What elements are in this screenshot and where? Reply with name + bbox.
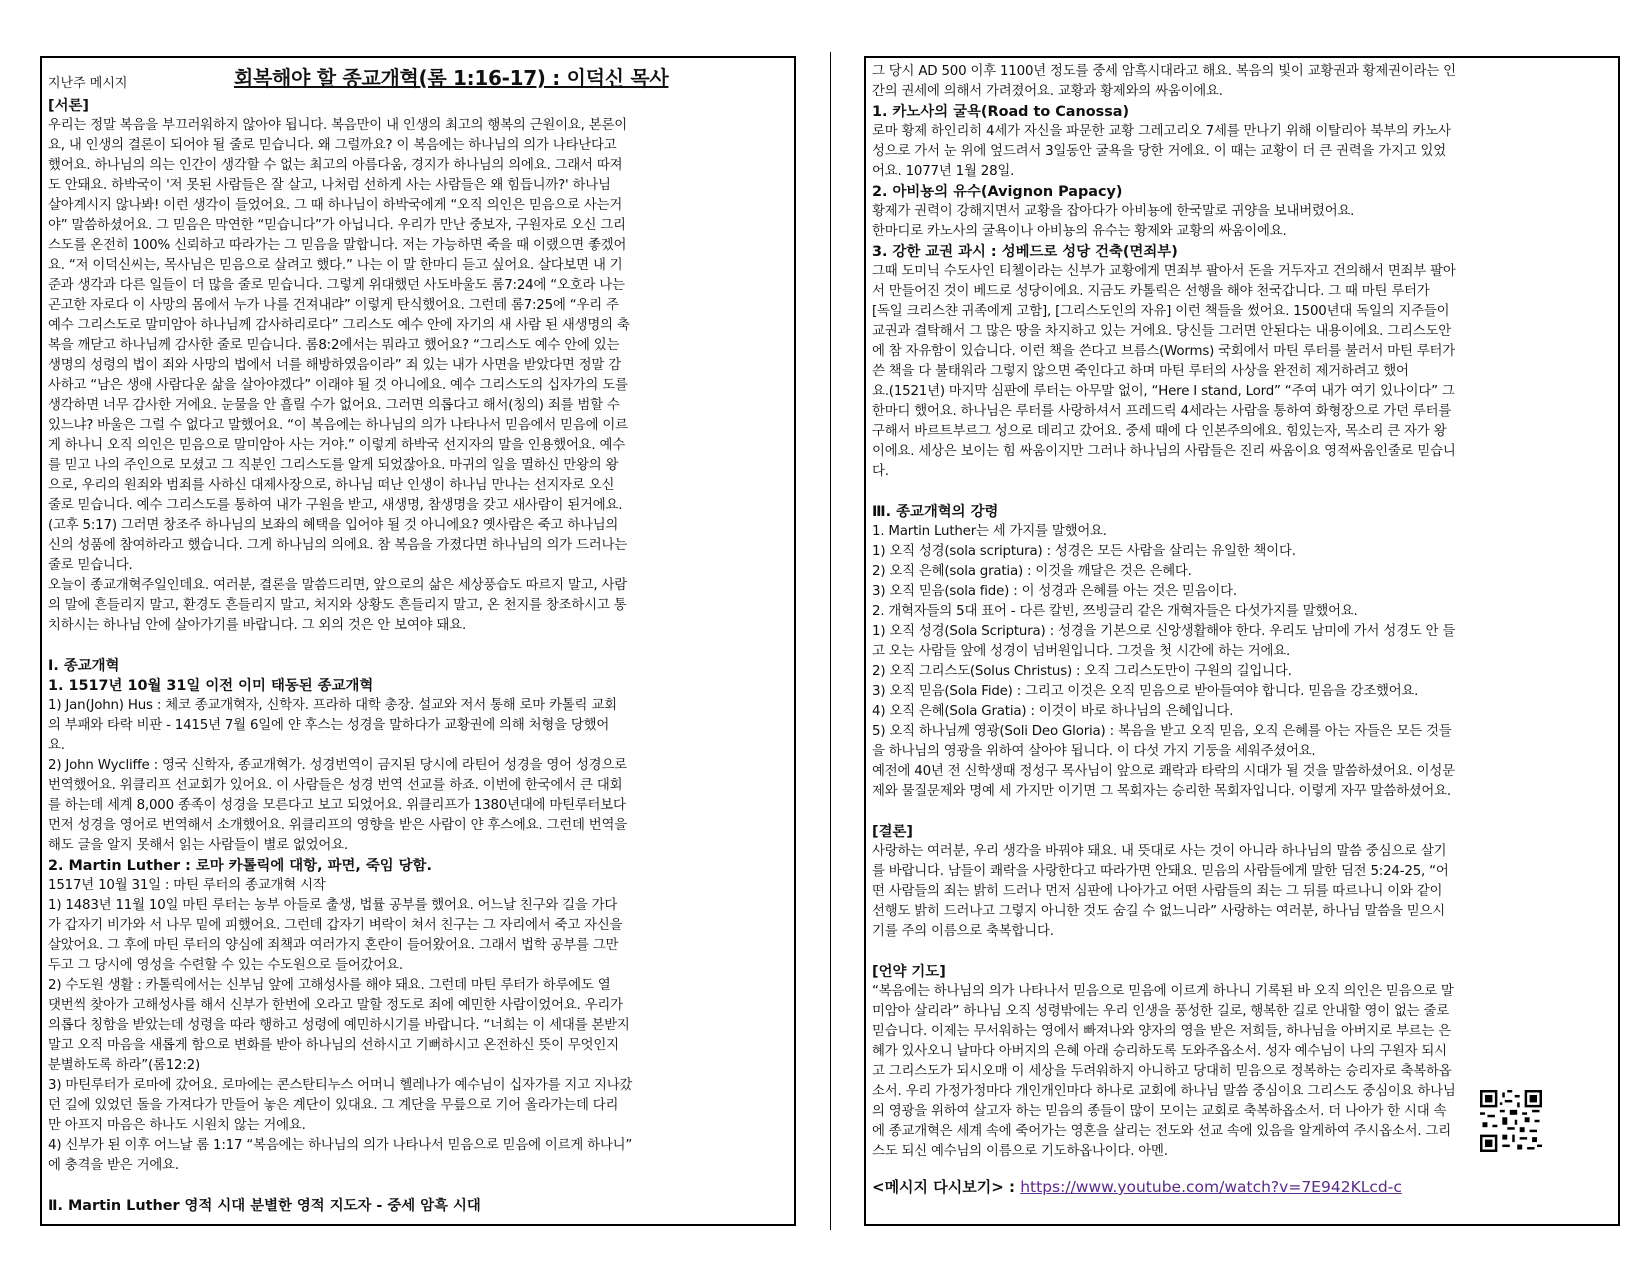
- right-spacer: [872, 942, 1612, 962]
- right-text-line: 의 영광을 위하여 살고자 하는 믿음의 종들이 많이 모이는 교회로 축복하옵소서. 더 나아가 한 시대 속: [872, 1104, 1447, 1119]
- right-text-line: 쓴 책을 다 불태워라 그렇지 않으면 죽인다고 하며 마틴 루터의 사상을 완전히 제거하려고 했어: [872, 364, 1409, 379]
- right-text-line: 미암아 살리라” 하나님 오직 성령밖에는 우리 인생을 풍성한 길로, 행복한 길로 안내할 영이 없는 줄로: [872, 1004, 1449, 1019]
- left-text-line: 예수 그리스도로 말미암아 하나님께 감사하리로다” 그리스도 예수 안에 자기의 새 사람 된 새생명의 축: [48, 318, 630, 333]
- left-text-line: 를 하는데 세계 8,000 종족이 성경을 모른다고 보고 되었어요. 위클리프가 1380년대에 마틴루터보다: [48, 798, 626, 813]
- right-text-line: 고 오는 사람들 앞에 성경이 넘버원입니다. 그것을 첫 시간에 하는 거에요.: [872, 644, 1291, 659]
- left-text-line: 말고 오직 마음을 새롭게 함으로 변화를 받아 하나님의 선하시고 기뻐하시고 온전하신 뜻이 무엇인지: [48, 1038, 619, 1053]
- right-text-line: 그 당시 AD 500 이후 1100년 정도를 중세 암흑시대라고 해요. 복음의 빛이 교황권과 황제권이라는 인: [872, 64, 1456, 79]
- left-heading: [서론]: [48, 98, 89, 114]
- left-text-line: 두고 그 당시에 영성을 수련할 수 있는 수도원으로 들어갔어요.: [48, 958, 403, 973]
- right-text-line: 로마 황제 하인리히 4세가 자신을 파문한 교황 그레고리오 7세를 만나기 위해 이탈리아 북부의 카노사: [872, 124, 1451, 139]
- right-text-line: 소서. 우리 가정가정마다 개인개인마다 하나로 교회에 하나님 말씀 중심이요 그리스도 중심이요 하나님: [872, 1084, 1456, 1099]
- left-heading: 2. Martin Luther : 로마 카톨릭에 대항, 파면, 죽임 당함.: [48, 858, 432, 874]
- right-text-line: 그때 도미닉 수도사인 티첼이라는 신부가 교황에게 면죄부 팔아서 돈을 거두자고 건의해서 면죄부 팔아: [872, 264, 1456, 279]
- right-text-line: 4) 오직 은혜(Sola Gratia) : 이것이 바로 하나님의 은혜입니다.: [872, 704, 1234, 719]
- left-heading: Ⅱ. Martin Luther 영적 시대 분별한 영적 지도자 - 중세 암흑 시대: [48, 1198, 481, 1214]
- right-column: [864, 56, 1620, 1226]
- left-text-line: 댓번씩 찾아가 고해성사를 해서 신부가 한번에 오라고 말할 정도로 죄에 예민한 사람이었어요. 우리가: [48, 998, 623, 1013]
- right-heading: 1. 카노사의 굴욕(Road to Canossa): [872, 104, 1130, 120]
- right-text-line: 떤 사람들의 죄는 밝히 드러나 먼저 심판에 나아가고 어떤 사람들의 죄는 그 뒤를 따르나니 이와 같이: [872, 884, 1443, 899]
- right-spacer: [872, 482, 1612, 502]
- left-column: [40, 56, 796, 1226]
- left-heading: Ⅰ. 종교개혁: [48, 658, 120, 674]
- right-heading: Ⅲ. 종교개혁의 강령: [872, 504, 999, 520]
- right-text-line: 고 그리스도가 되시오매 이 세상을 두려워하지 아니하고 당대히 믿음으로 정복하는 승리자로 축복하옵: [872, 1064, 1452, 1079]
- replay-label: <메시지 다시보기> :: [872, 1178, 1021, 1196]
- right-text-line: 3) 오직 믿음(Sola Fide) : 그리고 이것은 오직 믿음으로 받아들여야 합니다. 믿음을 강조했어요.: [872, 684, 1419, 699]
- left-text-line: 생각하면 너무 감사한 거에요. 눈물을 안 흘릴 수가 없어요. 그러면 의롭다고 해서(칭의) 죄를 범할 수: [48, 398, 620, 413]
- left-text-line: 1) 1483년 11월 10일 마틴 루터는 농부 아들로 출생, 법률 공부를 했어요. 어느날 친구와 길을 가다: [48, 898, 618, 913]
- youtube-link[interactable]: https://www.youtube.com/watch?v=7E942KLcd-c: [1020, 1178, 1402, 1196]
- left-text-line: 요, 내 인생의 결론이 되어야 될 줄로 믿습니다. 왜 그럴까요? 이 복음에는 하나님의 의가 나타난다고: [48, 138, 617, 153]
- left-text-line: 를 믿고 나의 주인으로 모셨고 그 직분인 그리스도를 알게 되었잖아요. 마귀의 일을 멸하신 만왕의 왕: [48, 458, 619, 473]
- right-body: [872, 62, 1612, 1162]
- left-text-line: 의 말에 흔들리지 말고, 환경도 흔들리지 말고, 처지와 상황도 흔들리지 말고, 온 천지를 창조하시고 통: [48, 598, 627, 613]
- left-text-line: 우리는 정말 복음을 부끄러워하지 않아야 됩니다. 복음만이 내 인생의 최고의 행복의 근원이요, 본론이: [48, 118, 627, 133]
- right-text-line: 2) 오직 그리스도(Solus Christus) : 오직 그리스도만이 구원의 길입니다.: [872, 664, 1292, 679]
- header-label: 지난주 메시지: [48, 76, 128, 91]
- left-text-line: 2) 수도원 생활 : 카톨릭에서는 신부님 앞에 고해성사를 해야 돼요. 그런데 마틴 루터가 하루에도 열: [48, 978, 611, 993]
- right-text-line: 다.: [872, 464, 889, 479]
- left-text-line: 줄로 믿습니다. 예수 그리스도를 통하여 내가 구원을 받고, 새생명, 참생명을 갖고 새사람이 된거에요.: [48, 498, 623, 513]
- left-text-line: 생명의 성령의 법이 죄와 사망의 법에서 너를 해방하였음이라” 죄 있는 내가 사면을 받았다면 정말 감: [48, 358, 621, 373]
- left-text-line: 했어요. 하나님의 의는 인간이 생각할 수 없는 최고의 아름다움, 경지가 하나님의 의에요. 그래서 따져: [48, 158, 623, 173]
- left-text-line: 게 하나니 오직 의인은 믿음으로 말미암아 사는 거야.” 이렇게 하박국 선지자의 말을 인용했어요. 예수: [48, 438, 625, 453]
- right-text-line: 한마디로 카노사의 굴욕이나 아비뇽의 유수는 황제와 교황의 싸움이에요.: [872, 224, 1287, 239]
- left-text-line: 스도를 온전히 100% 신뢰하고 따라가는 그 믿음을 말합니다. 저는 가능하면 죽을 때 이랬으면 좋겠어: [48, 238, 627, 253]
- left-text-line: 먼저 성경을 영어로 번역해서 소개했어요. 위클리프의 영향을 받은 사람이 얀 후스에요. 그런데 번역을: [48, 818, 627, 833]
- left-text-line: 에 충격을 받은 거에요.: [48, 1158, 179, 1173]
- left-text-line: 야” 말씀하셨어요. 그 믿음은 막연한 “믿습니다”가 아닙니다. 우리가 만난 중보자, 구원자로 오신 그리: [48, 218, 626, 233]
- right-text-line: 를 바랍니다. 남들이 쾌락을 사랑한다고 따라가면 안돼요. 믿음의 사람들에게 말한 딤전 5:24-25, “어: [872, 864, 1449, 879]
- left-text-line: 신의 성품에 참여하라고 했습니다. 그게 하나님의 의에요. 참 복음을 가졌다면 하나님의 의가 드러나는: [48, 538, 627, 553]
- left-text-line: 분별하도록 하라”(롬12:2): [48, 1058, 200, 1073]
- left-text-line: 1) Jan(John) Hus : 체코 종교개혁자, 신학자. 프라하 대학 총장. 설교와 저서 통해 로마 카톨릭 교회: [48, 698, 617, 713]
- left-spacer: [48, 1176, 788, 1196]
- right-text-line: 에 참 자유함이 있습니다. 이런 책을 쓴다고 브름스(Worms) 국회에서 마틴 루터를 불러서 마틴 루터가: [872, 344, 1455, 359]
- left-text-line: 치하시는 하나님 안에 살아가기를 바랍니다. 그 외의 것은 안 보여야 돼요.: [48, 618, 467, 633]
- right-text-line: 2) 오직 은혜(sola gratia) : 이것을 깨달은 것은 은혜다.: [872, 564, 1192, 579]
- right-text-line: 믿습니다. 이제는 무서워하는 영에서 빠져나와 양자의 영을 받은 저희들, 하나님을 아버지로 부르는 은: [872, 1024, 1451, 1039]
- right-text-line: 예전에 40년 전 신학생때 정성구 목사님이 앞으로 쾌락과 타락의 시대가 될 것을 말씀하셨어요. 이성문: [872, 764, 1455, 779]
- right-text-line: 사랑하는 여러분, 우리 생각을 바꿔야 돼요. 내 뜻대로 사는 것이 아니라 하나님의 말씀 중심으로 살기: [872, 844, 1447, 859]
- left-text-line: 준과 생각과 다른 일들이 더 많을 줄로 믿습니다. 그렇게 위대했던 사도바울도 롬7:24에 “오호라 나는: [48, 278, 625, 293]
- right-text-line: 구해서 바르트부르그 성으로 데리고 갔어요. 중세 때에 다 인본주의에요. 힘있는자, 목소리 큰 자가 왕: [872, 424, 1447, 439]
- left-text-line: 번역했어요. 위클리프 선교회가 있어요. 이 사람들은 성경 번역 선교를 하죠. 이번에 한국에서 큰 대회: [48, 778, 623, 793]
- message-title: 회복해야 할 종교개혁(롬 1:16-17) : 이덕신 목사: [234, 66, 669, 90]
- right-text-line: 스도 되신 예수님의 이름으로 기도하옵나이다. 아멘.: [872, 1144, 1168, 1159]
- right-spacer: [872, 802, 1612, 822]
- left-text-line: 살았어요. 그 후에 마틴 루터의 양심에 죄책과 여러가지 혼란이 들어왔어요. 그래서 법학 공부를 그만: [48, 938, 619, 953]
- left-text-line: 요.: [48, 738, 65, 753]
- left-text-line: 의롭다 칭함을 받았는데 성령을 따라 행하고 성령에 예민하시기를 바랍니다. “너희는 이 세대를 본받지: [48, 1018, 630, 1033]
- right-text-line: 황제가 권력이 강해지면서 교황을 잡아다가 아비뇽에 한국말로 귀양을 보내버렸어요.: [872, 204, 1355, 219]
- left-text-line: 줄로 믿습니다.: [48, 558, 133, 573]
- left-text-line: 해도 글을 알지 못해서 읽는 사람들이 별로 없었어요.: [48, 838, 348, 853]
- left-text-line: 만 아프지 마음은 하나도 시원치 않는 거에요.: [48, 1118, 306, 1133]
- right-text-line: 서 만들어진 것이 베드로 성당이에요. 지금도 카톨릭은 선행을 해야 천국갑니다. 그 때 마틴 루터가: [872, 284, 1430, 299]
- left-text-line: 복을 깨닫고 하나님께 감사한 줄로 믿습니다. 롬8:2에서는 뭐라고 했어요? “그리스도 예수 안에 있는: [48, 338, 620, 353]
- right-text-line: 기를 주의 이름으로 축복합니다.: [872, 924, 1054, 939]
- left-text-line: 2) John Wycliffe : 영국 신학자, 종교개혁가. 성경번역이 금지된 당시에 라틴어 성경을 영어 성경으로: [48, 758, 627, 773]
- right-text-line: 선행도 밝히 드러나고 그렇지 아니한 것도 숨길 수 없느니라” 사랑하는 여러분, 하나님 말씀을 믿으시: [872, 904, 1445, 919]
- right-text-line: 에 종교개혁은 세계 속에 죽어가는 영혼을 살리는 전도와 선교 속에 있음을 알게하여 주시옵소서. 그리: [872, 1124, 1451, 1139]
- left-text-line: 오늘이 종교개혁주일인데요. 여러분, 결론을 말씀드리면, 앞으로의 삶은 세상풍습도 따르지 말고, 사람: [48, 578, 627, 593]
- left-text-line: 살아계시지 않나봐! 이런 생각이 들었어요. 그 때 하나님이 하박국에게 “오직 의인은 믿음으로 사는거: [48, 198, 623, 213]
- left-body: [48, 96, 788, 1216]
- right-heading: [언약 기도]: [872, 964, 946, 980]
- right-heading: 2. 아비뇽의 유수(Avignon Papacy): [872, 184, 1123, 200]
- left-text-line: 있느냐? 바울은 그럴 수 없다고 말했어요. “이 복음에는 하나님의 의가 나타나서 믿음에서 믿음에 이르: [48, 418, 628, 433]
- left-text-line: 3) 마틴루터가 로마에 갔어요. 로마에는 콘스탄티누스 어머니 헬레나가 예수님이 십자가를 지고 지나갔: [48, 1078, 633, 1093]
- right-text-line: 이에요. 세상은 보이는 힘 싸움이지만 그러나 하나님의 사람들은 진리 싸움이요 영적싸움인줄로 믿습니: [872, 444, 1456, 459]
- left-text-line: 사하고 “남은 생애 사람다운 삶을 살아야겠다” 이래야 될 것 아니에요. 예수 그리스도의 십자가의 도를: [48, 378, 628, 393]
- left-text-line: 의 부패와 타락 비판 - 1415년 7월 6일에 얀 후스는 성경을 말하다가 교황권에 의해 처형을 당했어: [48, 718, 610, 733]
- left-text-line: 던 길에 있었던 돌을 가져다가 만들어 놓은 계단이 있대요. 그 계단을 무릎으로 기어 올라가는데 다리: [48, 1098, 619, 1113]
- right-text-line: 을 하나님의 영광을 위하여 살아야 됩니다. 이 다섯 가지 기둥을 세워주셨어요.: [872, 744, 1316, 759]
- left-heading: 1. 1517년 10월 31일 이전 이미 태동된 종교개혁: [48, 678, 374, 694]
- right-text-line: 혜가 있사오니 날마다 아버지의 은혜 아래 승리하도록 도와주옵소서. 성자 예수님이 나의 구원자 되시: [872, 1044, 1447, 1059]
- right-text-line: 간의 권세에 의해서 가려졌어요. 교황과 황제와의 싸움이에요.: [872, 84, 1223, 99]
- left-text-line: 요. “저 이덕신씨는, 목사님은 믿음으로 살려고 했다.” 나는 이 말 한마디 듣고 싶어요. 살다보면 내 기: [48, 258, 623, 273]
- right-heading: [결론]: [872, 824, 913, 840]
- left-text-line: 으로, 우리의 원죄와 범죄를 사하신 대제사장으로, 하나님 떠난 인생이 하나님 만나는 선지자로 오신: [48, 478, 615, 493]
- left-text-line: 도 안돼요. 하박국이 '저 못된 사람들은 잘 살고, 나처럼 선하게 사는 사람들은 왜 힘듭니까?' 하나님: [48, 178, 611, 193]
- replay-link-row: [872, 1176, 1612, 1210]
- right-text-line: 어요. 1077년 1월 28일.: [872, 164, 1015, 179]
- right-text-line: “복음에는 하나님의 의가 나타나서 믿음으로 믿음에 이르게 하나니 기록된 바 오직 의인은 믿음으로 말: [872, 984, 1454, 999]
- right-heading: 3. 강한 교권 과시 : 성베드로 성당 건축(면죄부): [872, 244, 1178, 260]
- left-spacer: [48, 636, 788, 656]
- right-text-line: 5) 오직 하나님께 영광(Soli Deo Gloria) : 복음을 받고 오직 믿음, 오직 은혜를 아는 자들은 모든 것들: [872, 724, 1452, 739]
- right-text-line: 1. Martin Luther는 세 가지를 말했어요.: [872, 524, 1107, 539]
- right-text-line: 한마디 했어요. 하나님은 루터를 사랑하셔서 프레드릭 4세라는 사람을 통하여 화형장으로 가던 루터를: [872, 404, 1452, 419]
- right-text-line: 3) 오직 믿음(sola fide) : 이 성경과 은혜를 아는 것은 믿음이다.: [872, 584, 1237, 599]
- right-text-line: 1) 오직 성경(Sola Scriptura) : 성경을 기본으로 신앙생활해야 한다. 우리도 남미에 가서 성경도 안 들: [872, 624, 1456, 639]
- right-text-line: 제와 물질문제와 명예 세 가지만 이기면 그 목회자는 승리한 목회자입니다. 이렇게 자꾸 말씀하셨어요.: [872, 784, 1451, 799]
- message-header: [48, 62, 788, 96]
- left-text-line: 1517년 10월 31일 : 마틴 루터의 종교개혁 시작: [48, 878, 326, 893]
- left-text-line: 곤고한 자로다 이 사망의 몸에서 누가 나를 건져내랴” 이렇게 탄식했어요. 그런데 롬7:25에 “우리 주: [48, 298, 619, 313]
- left-text-line: 가 갑자기 비가와 서 나무 밑에 피했어요. 그런데 갑자기 벼락이 쳐서 친구는 그 자리에서 죽고 자신을: [48, 918, 623, 933]
- right-text-line: 1) 오직 성경(sola scriptura) : 성경은 모든 사람을 살리는 유일한 책이다.: [872, 544, 1296, 559]
- column-divider: [830, 52, 831, 1230]
- right-text-line: [독일 크리스챤 귀족에게 고함], [그리스도인의 자유] 이런 책들을 썼어요. 1500년대 독일의 지주들이: [872, 304, 1450, 319]
- right-text-line: 요.(1521년) 마지막 심판에 루터는 아무말 없이, “Here I stand, Lord” “주여 내가 여기 있나이다” 그: [872, 384, 1455, 399]
- right-text-line: 교권과 결탁해서 그 많은 땅을 차지하고 있는 거에요. 당신들 그러면 안된다는 내용이에요. 그리스도안: [872, 324, 1451, 339]
- right-text-line: 2. 개혁자들의 5대 표어 - 다른 칼빈, 쯔빙글리 같은 개혁자들은 다섯가지를 말했어요.: [872, 604, 1358, 619]
- left-text-line: (고후 5:17) 그러면 창조주 하나님의 보좌의 혜택을 입어야 될 것 아니에요? 옛사람은 죽고 하나님의: [48, 518, 619, 533]
- qr-code-icon: [1480, 1090, 1542, 1152]
- right-text-line: 성으로 가서 눈 위에 엎드려서 3일동안 굴욕을 당한 거에요. 이 때는 교황이 더 큰 권력을 가지고 있었: [872, 144, 1446, 159]
- left-text-line: 4) 신부가 된 이후 어느날 롬 1:17 “복음에는 하나님의 의가 나타나서 믿음으로 믿음에 이르게 하나니”: [48, 1138, 633, 1153]
